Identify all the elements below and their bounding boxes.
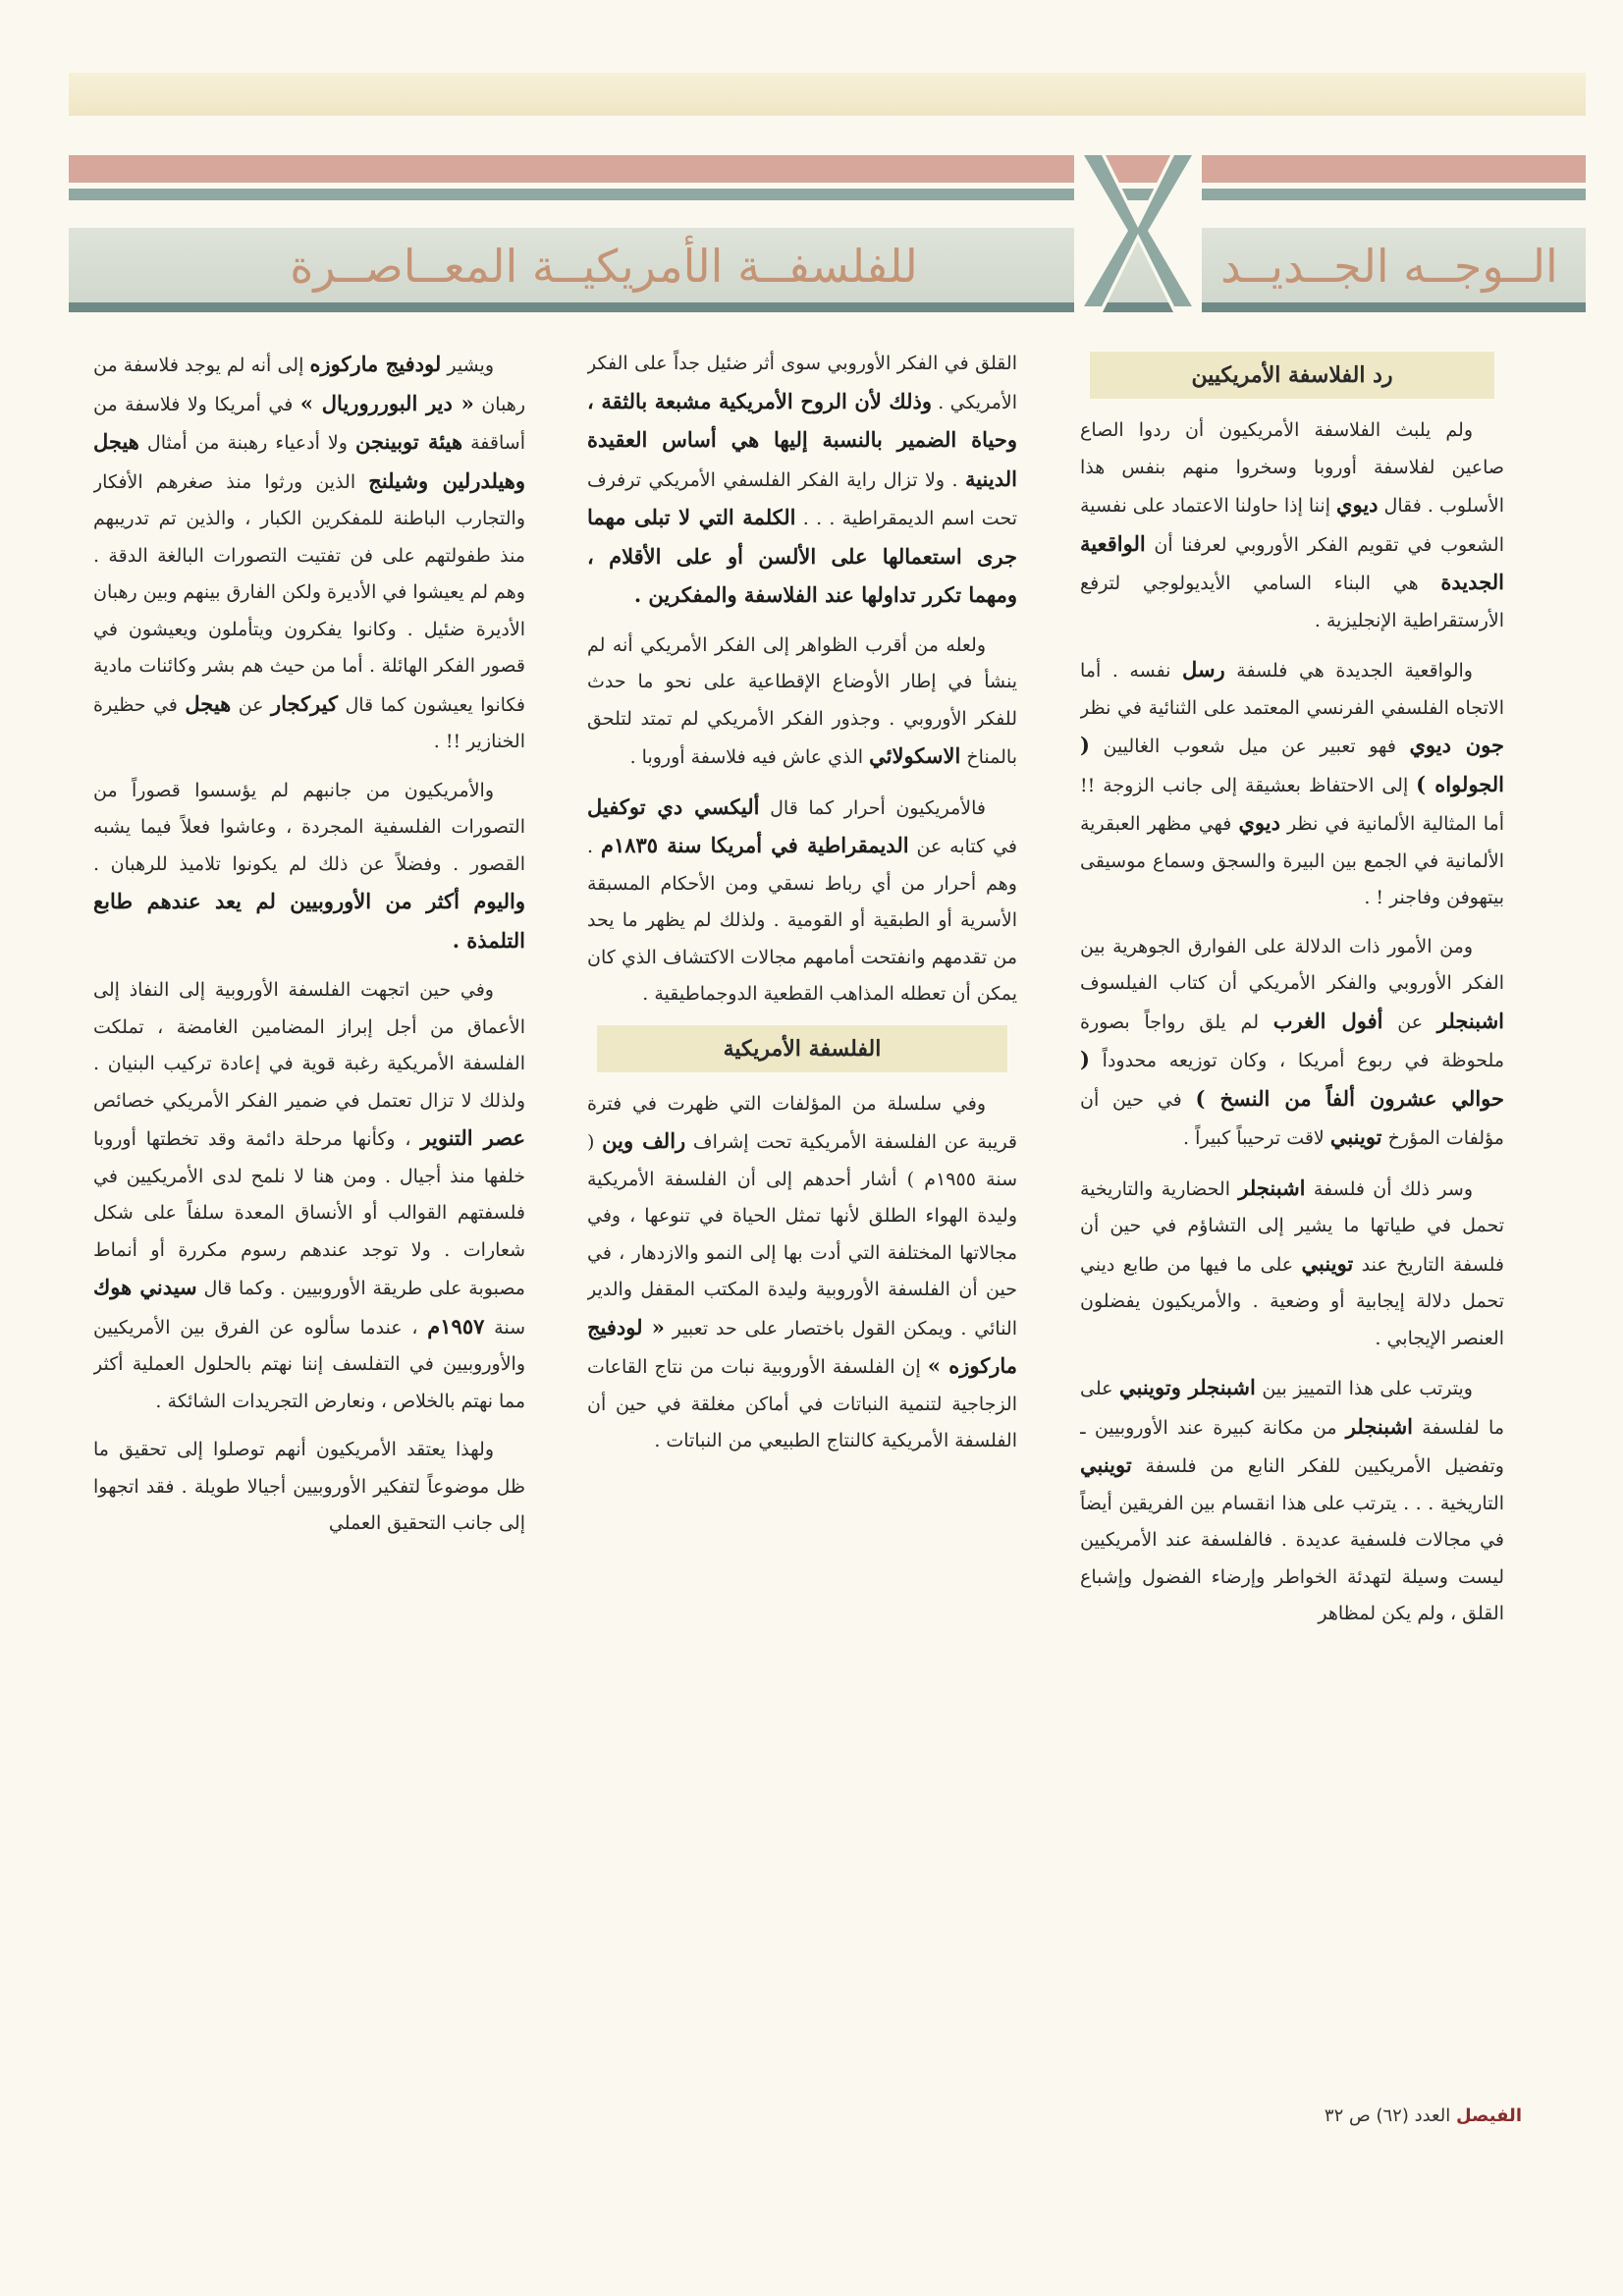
paragraph: والواقعية الجديدة هي فلسفة رسل نفسه . أما الاتجاه الفلسفي الفرنسي المعتمد على الثنائية في نظر جون ديوي فهو تعبير عن ميل شعوب الغاليين ( الجولواه ) إلى الاحتفاظ بعشيقة إلى جانب الزوجة !! أما المثالية الألمانية في نظر ديوي فهي مظهر العبقرية الألمانية في الجمع بين البيرة والسجق وسماع موسيقى بيتهوفن وفاجنر ! . (1080, 657, 1504, 908)
header-bottom-rule (69, 302, 1586, 312)
issue-page-info: العدد (٦٢) ص ٣٢ (1324, 2105, 1456, 2126)
paragraph: ومن الأمور ذات الدلالة على الفوارق الجوهرية بين الفكر الأوروبي والفكر الأمريكي أن كتاب الفيلسوف اشبنجلر عن أفول الغرب لم يلق رواجاً بصورة ملحوظة في ربوع أمريكا ، وكان توزيعه محدوداً ( حوالي عشرون ألفاً من النسخ ) في حين أن مؤلفات المؤرخ توينبي لاقت ترحيباً كبيراً . (1080, 935, 1504, 1149)
section-heading: رد الفلاسفة الأمريكيين (1090, 352, 1494, 399)
section-heading: الفلسفة الأمريكية (597, 1025, 1007, 1072)
top-decorative-band (69, 73, 1586, 116)
paragraph: ولم يلبث الفلاسفة الأمريكيون أن ردوا الصاع صاعين لفلاسفة أوروبا وسخروا منهم بنفس هذا الأسلوب . فقال ديوي إننا إذا حاولنا الاعتماد على نفسية الشعوب في تقويم الفكر الأوروبي لعرفنا أن الواقعية الجديدة هي البناء السامي الأيديولوجي لترفع الأرستقراطية الإنجليزية . (1080, 419, 1504, 631)
paragraph: والأمريكيون من جانبهم لم يؤسسوا قصوراً من التصورات الفلسفية المجردة ، وعاشوا فعلاً فيما يشبه القصور . وفضلاً عن ذلك لم يكونوا تلاميذ للرهبان . واليوم أكثر من الأوروبيين لم يعد عندهم طابع التلمذة . (93, 779, 525, 953)
column-left (93, 346, 525, 2074)
chevron-ornament (1074, 147, 1202, 314)
paragraph: ولعله من أقرب الظواهر إلى الفكر الأمريكي أنه لم ينشأ في إطار الأوضاع الإقطاعية على نحو ما حدث للفكر الأوروبي . وجذور الفكر الأمريكي لم تمتد لتلحق بالمناخ الاسكولائي الذي عاش فيه فلاسفة أوروبا . (587, 633, 1017, 768)
pink-stripe (69, 155, 1586, 183)
magazine-logo: الفيصل (1455, 2105, 1522, 2126)
paragraph: وفي سلسلة من المؤلفات التي ظهرت في فترة قريبة عن الفلسفة الأمريكية تحت إشراف رالف وين ( سنة ١٩٥٥م ) أشار أحدهم إلى أن الفلسفة الأمريكية وليدة الهواء الطلق لأنها تمثل الحياة في تنوعها ، وفي مجالاتها المختلفة التي أدت بها إلى النمو والازدهار ، في حين أن الفلسفة الأوروبية وليدة المكتب المقفل والدير النائي . ويمكن القول باختصار على حد تعبير « لودفيج ماركوزه » إن الفلسفة الأوروبية نبات من نتاج القاعات الزجاجية لتنمية النباتات في أماكن مغلقة في حين أن الفلسفة الأمريكية كالنتاج الطبيعي من النباتات . (587, 1092, 1017, 1451)
page-footer (1168, 2102, 1522, 2131)
page-title-part1: الــوجــه الجــديــد (1220, 240, 1558, 293)
column-right (1080, 346, 1504, 2074)
paragraph: ولهذا يعتقد الأمريكيون أنهم توصلوا إلى تحقيق ما ظل موضوعاً لتفكير الأوروبيين أجيالا طويلة . فقد اتجهوا إلى جانب التحقيق العملي (93, 1439, 525, 1534)
page-title-part2: للفلسفــة الأمريكيــة المعــاصــرة (290, 240, 918, 293)
paragraph: وسر ذلك أن فلسفة اشبنجلر الحضارية والتاريخية تحمل في طياتها ما يشير إلى التشاؤم في حين أن فلسفة التاريخ عند توينبي على ما فيها من طابع ديني تحمل دلالة إيجابية أو وضعية . والأمريكيون يفضلون العنصر الإيجابي . (1080, 1175, 1504, 1349)
paragraph: ويشير لودفيج ماركوزه إلى أنه لم يوجد فلاسفة من رهبان « دير البورروريال » في أمريكا ولا فلاسفة من أساقفة هيئة توبينجن ولا أدعياء رهبنة من أمثال هيجل وهيلدرلين وشيلنج الذين ورثوا منذ صغرهم الأفكار والتجارب الباطنة للمفكرين الكبار ، والذين تم تدريبهم منذ طفولتهم على فن تفتيت التصورات البالغة الدقة . وهم لم يعيشوا في الأديرة ولكن الفارق بينهم وبين رهبان الأديرة ضئيل . وكانوا يفكرون ويتأملون ويعيشون في قصور الفكر الهائلة . أما من حيث هم بشر وكائنات مادية فكانوا يعيشون كما قال كيركجار عن هيجل في حظيرة الخنازير !! . (93, 352, 525, 752)
column-middle (587, 346, 1017, 2074)
paragraph: القلق في الفكر الأوروبي سوى أثر ضئيل جداً على الفكر الأمريكي . وذلك لأن الروح الأمريكية مشبعة بالثقة ، وحياة الضمير بالنسبة إليها هي أساس العقيدة الدينية . ولا تزال راية الفكر الفلسفي الأمريكي ترفرف تحت اسم الديمقراطية . . . الكلمة التي لا تبلى مهما جرى استعمالها على الألسن أو على الأقلام ، ومهما تكرر تداولها عند الفلاسفة والمفكرين . (587, 353, 1017, 607)
paragraph: وفي حين اتجهت الفلسفة الأوروبية إلى النفاذ إلى الأعماق من أجل إبراز المضامين الغامضة ، تملكت الفلسفة الأمريكية رغبة قوية في إعادة تركيب البنيان . ولذلك لا تزال تعتمل في ضمير الفكر الأمريكي خصائص عصر التنوير ، وكأنها مرحلة دائمة وقد تخطتها أوروبا خلفها منذ أجيال . ومن هنا لا نلمح لدى الأمريكيين في فلسفتهم القوالب أو الأنساق المعدة سلفاً على شكل شعارات . ولا توجد عندهم رسوم مكررة أو أنماط مصبوبة على طريقة الأوروبيين . وكما قال سيدني هوك سنة ١٩٥٧م ، عندما سألوه عن الفرق بين الأمريكيين والأوروبيين في التفلسف إننا نهتم بالحلول العملية أكثر مما نهتم بالخلاص ، ونعارض التجريدات الشائكة . (93, 979, 525, 1412)
paragraph: ويترتب على هذا التمييز بين اشبنجلر وتوينبي على ما لفلسفة اشبنجلر من مكانة كبيرة عند الأوروبيين ـ وتفضيل الأمريكيين للفكر النابع من فلسفة توينبي التاريخية . . . يترتب على هذا انقسام بين الفريقين أيضاً في مجالات فلسفية عديدة . فالفلسفة عند الأمريكيين ليست وسيلة لتهدئة الخواطر وإرضاء الفضول وإشباع القلق ، ولم يكن لمظاهر (1080, 1375, 1504, 1624)
paragraph: فالأمريكيون أحرار كما قال أليكسي دي توكفيل في كتابه عن الديمقراطية في أمريكا سنة ١٨٣٥م . وهم أحرار من أي رباط نسقي ومن الأحكام المسبقة الأسرية أو الطبقية أو القومية . ولذلك لم يظهر ما يحد من تقدمهم وانفتحت أمامهم مجالات الاكتشاف الذي كان يمكن أن تعطله المذاهب القطعية الدوجماطيقية . (587, 793, 1017, 1005)
teal-stripe (69, 189, 1586, 200)
